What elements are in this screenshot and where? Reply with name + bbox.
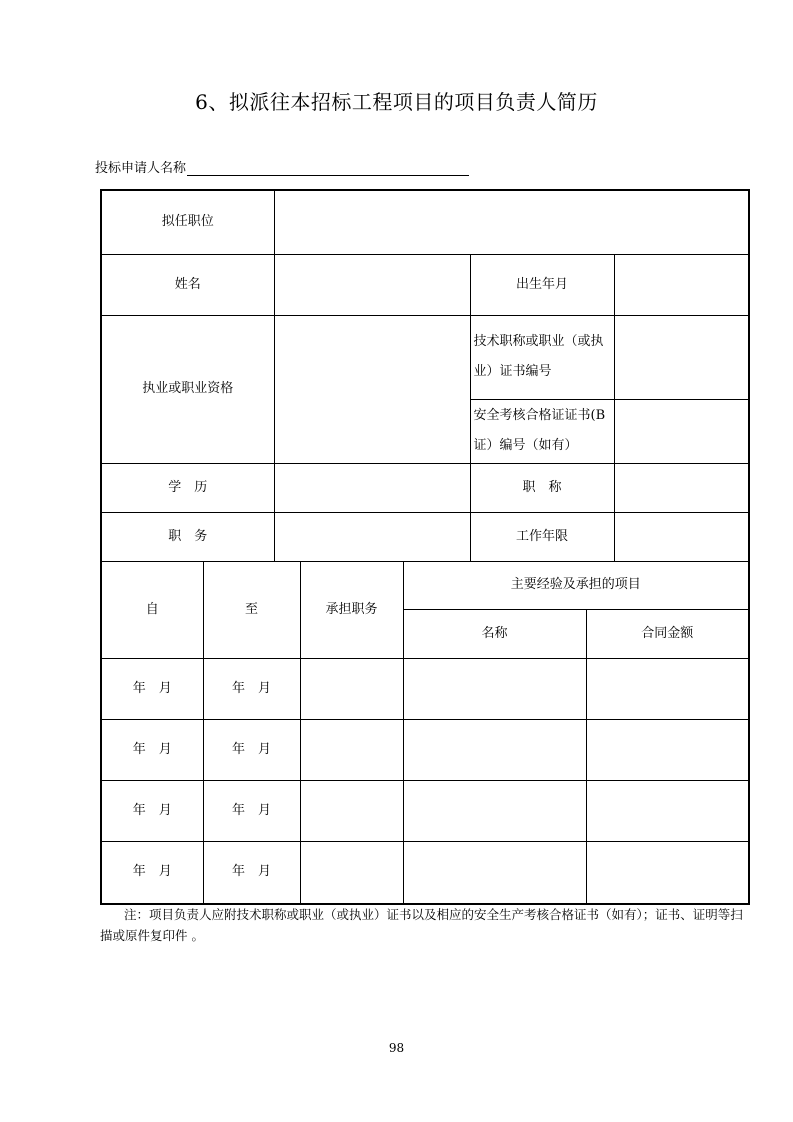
main-experience-header: 主要经验及承担的项目 [403, 561, 749, 609]
from-date[interactable]: 年 月 [101, 719, 203, 780]
education-value[interactable] [274, 463, 470, 512]
role-value[interactable] [300, 658, 403, 719]
title-label: 职 称 [470, 463, 614, 512]
table-row [101, 780, 749, 841]
to-date[interactable]: 年 月 [203, 719, 300, 780]
qualification-label: 执业或职业资格 [101, 315, 274, 463]
footnote: 注：项目负责人应附技术职称或职业（或执业）证书以及相应的安全生产考核合格证书（如有）；证书、证明等扫描或原件复印件 。 [100, 907, 743, 943]
applicant-name-label: 投标申请人名称 [95, 161, 187, 176]
from-header: 自 [101, 561, 203, 658]
role-value[interactable] [300, 780, 403, 841]
name-value[interactable] [274, 254, 470, 315]
name-label: 姓名 [101, 254, 274, 315]
role-value[interactable] [300, 719, 403, 780]
resume-table [100, 189, 750, 905]
birth-value[interactable] [614, 254, 749, 315]
role-header: 承担职务 [300, 561, 403, 658]
project-name-value[interactable] [403, 658, 586, 719]
from-date[interactable]: 年 月 [101, 780, 203, 841]
cert-number-value[interactable] [614, 315, 749, 399]
birth-label: 出生年月 [470, 254, 614, 315]
contract-amount-value[interactable] [586, 841, 749, 904]
contract-amount-value[interactable] [586, 658, 749, 719]
role-value[interactable] [300, 841, 403, 904]
from-date[interactable]: 年 月 [101, 841, 203, 904]
position-value[interactable] [274, 190, 749, 254]
project-name-value[interactable] [403, 719, 586, 780]
table-row [101, 658, 749, 719]
project-name-value[interactable] [403, 780, 586, 841]
contract-amount-value[interactable] [586, 780, 749, 841]
to-date[interactable]: 年 月 [203, 841, 300, 904]
safety-cert-value[interactable] [614, 399, 749, 463]
to-date[interactable]: 年 月 [203, 780, 300, 841]
contract-amount-header: 合同金额 [586, 609, 749, 658]
cert-number-label: 技术职称或职业（或执业）证书编号 [470, 315, 614, 399]
duty-value[interactable] [274, 512, 470, 561]
page-title: 6、拟派往本招标工程项目的项目负责人简历 [195, 90, 598, 114]
position-label: 拟任职位 [101, 190, 274, 254]
applicant-name-input-line[interactable] [187, 161, 469, 176]
project-name-value[interactable] [403, 841, 586, 904]
title-value[interactable] [614, 463, 749, 512]
project-name-header: 名称 [403, 609, 586, 658]
from-date[interactable]: 年 月 [101, 658, 203, 719]
to-date[interactable]: 年 月 [203, 658, 300, 719]
education-label: 学 历 [101, 463, 274, 512]
page-number: 98 [388, 1041, 405, 1055]
to-header: 至 [203, 561, 300, 658]
table-row [101, 719, 749, 780]
work-years-value[interactable] [614, 512, 749, 561]
work-years-label: 工作年限 [470, 512, 614, 561]
contract-amount-value[interactable] [586, 719, 749, 780]
safety-cert-label: 安全考核合格证证书(B证）编号（如有） [470, 399, 614, 463]
qualification-value[interactable] [274, 315, 470, 463]
table-row [101, 841, 749, 904]
duty-label: 职 务 [101, 512, 274, 561]
applicant-name-row [95, 157, 469, 176]
